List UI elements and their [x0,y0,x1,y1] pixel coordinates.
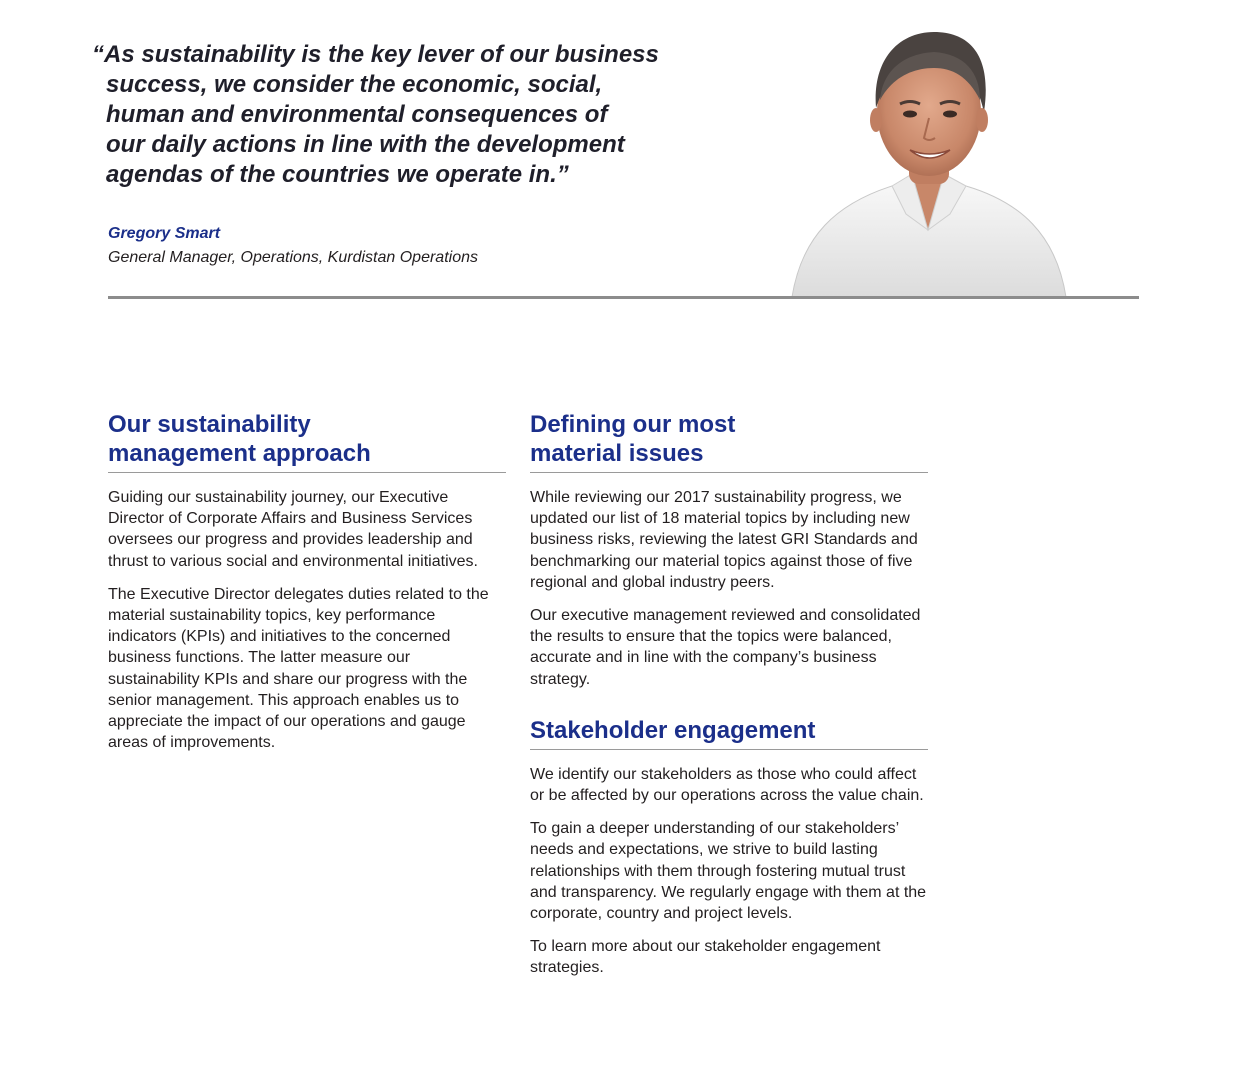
body-paragraph: While reviewing our 2017 sustainability progress, we updated our list of 18 material topics by including new business risks, reviewing the latest GRI Standards and benchmarking our material topics against those of five regional and global industry peers. [530,489,918,591]
quote-line: agendas of the countries we operate in.” [106,161,569,188]
heading-line: management approach [108,440,371,467]
pull-quote [92,40,732,190]
section-heading [108,410,506,473]
heading-line: Defining our most [530,411,736,438]
quote-author-role: General Manager, Operations, Kurdistan Operations [108,249,478,266]
section-management-approach [108,410,506,753]
quote-author-name: Gregory Smart [108,225,221,242]
right-column [530,410,928,979]
section-heading [530,410,928,473]
body-paragraph: To learn more about our stakeholder engagement strategies. [530,938,881,977]
body-paragraph: The Executive Director delegates duties related to the material sustainability topics, key performance indicators (KPIs) and initiatives to the concerned business functions. The latter measure our sustainability KPIs and share our progress with the senior management. This approach enables us to appreciate the impact of our operations and gauge areas of improvements. [108,585,489,752]
body-paragraph: Our executive management reviewed and consolidated the results to ensure that the topics were balanced, accurate and in line with the company’s business strategy. [530,607,921,688]
heading-line: Stakeholder engagement [530,716,816,744]
body-paragraph: We identify our stakeholders as those who could affect or be affected by our operations across the value chain. [530,765,924,805]
body-paragraph: To gain a deeper understanding of our stakeholders’ needs and expectations, we strive to build lasting relationships with them through fostering mutual trust and transparency. We regularly engage with them at the corporate, country and project levels. [530,820,927,923]
quote-line: “As sustainability is the key lever of our business [92,41,659,68]
body-paragraph: Guiding our sustainability journey, our Executive Director of Corporate Affairs and Business Services oversees our progress and provides leadership and thrust to various social and environmental initiatives. [108,489,478,570]
quote-line: human and environmental consequences of [106,101,608,128]
quote-line: our daily actions in line with the development [106,131,625,158]
heading-line: Our sustainability [108,411,311,438]
author-portrait [788,24,1070,297]
header-divider [108,296,1139,299]
section-heading [530,716,928,750]
section-stakeholder-engagement [530,716,928,979]
heading-line: material issues [530,440,704,467]
quote-line: success, we consider the economic, social, [106,71,603,98]
section-material-issues [530,410,928,690]
left-column [108,410,506,753]
